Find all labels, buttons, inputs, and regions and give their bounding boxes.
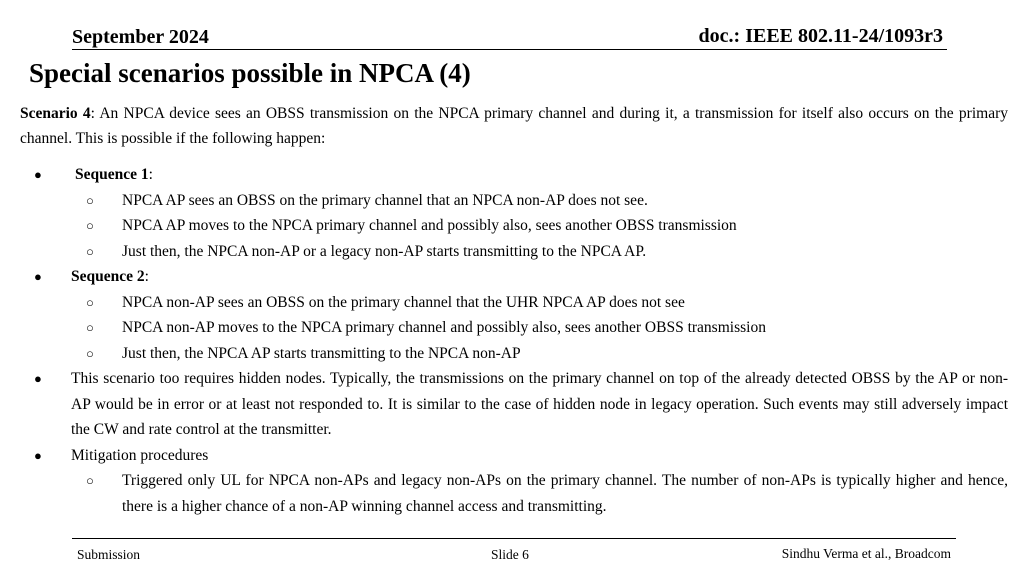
hidden-nodes-text: This scenario too requires hidden nodes. Typically, the transmissions on the primary channel on top of the already detected OBSS by the AP or non-AP would be in error or at least not responded to. It is similar to the case of hidden node in legacy operation. Such events may still adversely impact the CW and rate control at the transmitter. (71, 370, 1008, 438)
bullet-sequence-2 (0, 264, 1024, 290)
sub-bullet-text: NPCA AP moves to the NPCA primary channel and possibly also, sees another OBSS transmission (122, 217, 737, 234)
sub-bullet-text: NPCA non-AP moves to the NPCA primary channel and possibly also, sees another OBSS transmission (122, 319, 766, 336)
sequence-1-colon: : (148, 166, 153, 183)
header-divider (72, 49, 947, 50)
footer-submission: Submission (77, 547, 141, 562)
sub-bullet-text: Just then, the NPCA AP starts transmitting to the NPCA non-AP (122, 344, 521, 362)
footer-slide-number: Slide 6 (491, 547, 529, 562)
sequence-2-label: Sequence 2 (71, 268, 145, 285)
sub-bullet-item (0, 290, 1024, 316)
header-doc-id: doc.: IEEE 802.11-24/1093r3 (698, 25, 943, 47)
sub-bullet-item (0, 341, 1024, 367)
sub-bullet-text: NPCA non-AP sees an OBSS on the primary channel that the UHR NPCA AP does not see (122, 293, 685, 311)
sub-bullet-item (0, 188, 1024, 214)
circle-bullet-icon: ○ (86, 294, 94, 310)
circle-bullet-icon: ○ (86, 243, 94, 259)
circle-bullet-icon: ○ (86, 473, 94, 488)
sub-bullet-item (0, 213, 1024, 239)
sub-bullet-text: Triggered only UL for NPCA non-APs and legacy non-APs on the primary channel. The number of non-APs is typically higher and hence, there is a higher chance of a non-AP winning channel access and transmitting. (122, 472, 1008, 515)
circle-bullet-icon: ○ (86, 345, 94, 361)
slide-title: Special scenarios possible in NPCA (4) (29, 58, 471, 88)
circle-bullet-icon: ○ (86, 218, 94, 233)
bullet-mitigation (0, 443, 1024, 469)
bullet-sequence-1 (0, 162, 1024, 188)
bullet-dot-icon: ● (34, 447, 42, 463)
bullet-dot-icon: ● (34, 269, 42, 284)
mitigation-label: Mitigation procedures (71, 446, 209, 464)
sequence-1-label: Sequence 1 (75, 166, 149, 183)
scenario-description: : An NPCA device sees an OBSS transmission on the NPCA primary channel and during it, a transmission for itself also occurs on the primary channel. This is possible if the following happen: (20, 105, 1008, 147)
sequence-2-colon: : (144, 268, 149, 285)
sub-bullet-item (0, 239, 1024, 265)
sub-bullet-item (0, 468, 1024, 519)
header-date: September 2024 (72, 26, 209, 48)
bullet-list (0, 162, 1024, 519)
bullet-hidden-nodes (0, 366, 1024, 443)
bullet-dot-icon: ● (34, 167, 42, 182)
scenario-label: Scenario 4 (20, 105, 91, 122)
sub-bullet-text: Just then, the NPCA non-AP or a legacy non-AP starts transmitting to the NPCA AP. (122, 242, 647, 260)
sub-bullet-text: NPCA AP sees an OBSS on the primary channel that an NPCA non-AP does not see. (122, 191, 648, 209)
footer-authors: Sindhu Verma et al., Broadcom (781, 546, 951, 561)
footer-divider (72, 538, 956, 539)
bullet-dot-icon: ● (34, 371, 42, 386)
scenario-intro (20, 101, 1008, 151)
circle-bullet-icon: ○ (86, 320, 94, 335)
sub-bullet-item (0, 315, 1024, 341)
circle-bullet-icon: ○ (86, 192, 94, 208)
